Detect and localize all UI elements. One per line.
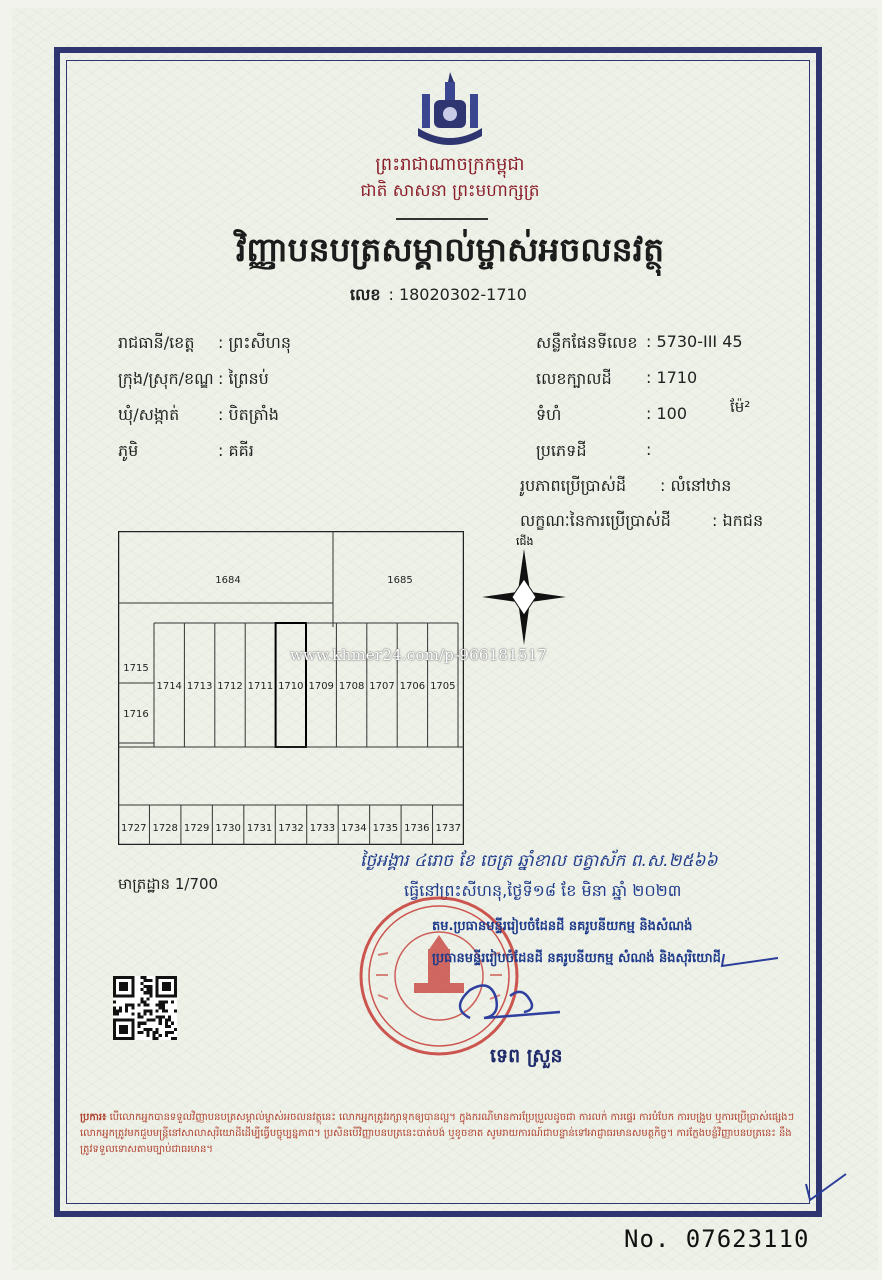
qr-module [147,985,150,988]
qr-module [113,1006,116,1009]
qr-module [162,1000,165,1003]
qr-module [165,1025,168,1028]
qr-module [153,1031,156,1034]
qr-module [147,988,150,991]
kingdom-line: ព្រះរាជាណាចក្រកម្ពុជា [375,154,525,175]
qr-module [147,991,150,994]
qr-module [113,1000,116,1003]
parcel-label-1731: 1731 [246,823,273,834]
parcel-label-1684: 1684 [215,575,241,586]
qr-module [147,997,150,1000]
qr-module [150,1028,153,1031]
qr-module [119,982,128,991]
area-value: : 100 [646,404,688,423]
qr-module [165,1031,168,1034]
qr-module [116,1010,119,1013]
qr-module [150,1019,153,1022]
parcel-number-label: លេខក្បាលដី [536,369,612,388]
qr-module [156,1037,159,1040]
qr-module [131,1013,134,1016]
notice-heading: ប្រការ៖ [80,1112,107,1123]
qr-module [165,1034,168,1037]
qr-module [143,1010,146,1013]
qr-module [147,1028,150,1031]
parcel-label-1713: 1713 [186,681,213,692]
qr-module [140,988,143,991]
qr-module [131,1006,134,1009]
map-sheet-value: : 5730-III 45 [646,332,743,351]
royal-emblem-icon [412,70,488,148]
motto-line: ជាតិ សាសនា ព្រះមហាក្សត្រ [360,181,540,201]
qr-module [171,1022,174,1025]
qr-module [140,1000,143,1003]
signature-icon [440,978,580,1028]
parcel-label-1709: 1709 [308,681,334,692]
issue-date: ធ្វើនៅព្រះសីហនុ,ថ្ងៃទី១៨ ខែ មិនា ឆ្នាំ ២០២៣ [404,881,682,900]
qr-module [143,985,146,988]
qr-module [119,1010,122,1013]
number-label: លេខ [350,285,381,304]
qr-module [125,1006,128,1009]
qr-module [147,1031,150,1034]
district-value: : ព្រៃនប់ [218,369,269,388]
qr-module [140,997,143,1000]
use-character-label: លក្ខណៈនៃការប្រើប្រាស់ដី [520,511,671,530]
use-character-value: : ឯកជន [712,511,764,530]
qr-module [156,1031,159,1034]
map-sheet-label: សន្លឹកផែនទីលេខ [536,333,638,352]
qr-module [147,1010,150,1013]
parcel-label-1715: 1715 [123,663,149,674]
qr-module [174,1037,177,1040]
office-title-line2: ប្រធានមន្ទីររៀបចំដែនដី នគរូបនីយកម្ម សំណង់ និងសុរិយោដី [432,951,721,966]
qr-module [137,1031,140,1034]
parcel-label-1710: 1710 [278,681,304,692]
province-value: : ព្រះសីហនុ [218,333,292,352]
lunar-date: ថ្ងៃអង្គារ ៤រោច ខែ ចេត្រ ឆ្នាំខាល ចត្វាស័ក ព.ស.២៥៦៦ [360,851,718,871]
qr-module [140,1016,143,1019]
parcel-label-1732: 1732 [278,823,304,834]
qr-module [140,982,143,985]
parcel-label-1706: 1706 [399,681,426,692]
qr-module [140,1022,143,1025]
parcel-label-1711: 1711 [247,681,274,692]
qr-module [143,1022,146,1025]
parcel-label-1728: 1728 [152,823,178,834]
parcel-label-1734: 1734 [341,823,367,834]
qr-module [113,1010,116,1013]
parcel-label-1685: 1685 [387,575,413,586]
qr-module [174,1010,177,1013]
land-type-label: ប្រភេទដី [536,441,587,460]
qr-module [125,1003,128,1006]
qr-module [165,1019,168,1022]
qr-module [150,1013,153,1016]
qr-module [165,1022,168,1025]
parcel-label-1736: 1736 [404,823,430,834]
qr-module [171,1031,174,1034]
qr-module [131,1003,134,1006]
qr-module [171,1037,174,1040]
parcel-label-1714: 1714 [156,681,182,692]
qr-module [137,1016,140,1019]
parcel-label-1735: 1735 [372,823,399,834]
qr-module [143,1003,146,1006]
qr-module [113,1013,116,1016]
qr-module [119,1025,128,1034]
land-use-value: : លំនៅឋាន [660,476,732,495]
serial-number: No. 07623110 [624,1225,810,1253]
commune-value: : បិតត្រាំង [218,405,279,424]
qr-module [159,1016,162,1019]
initial-mark-icon [718,950,788,972]
certificate-title: វិញ្ញាបនបត្រសម្គាល់ម្ចាស់អចលនវត្ថុ [235,230,665,269]
land-use-label: រូបភាពប្រើប្រាស់ដី [520,476,627,495]
qr-module [153,1037,156,1040]
qr-module [162,982,171,991]
watermark-text: www.khmer24.com/p-966181517 [290,646,548,664]
qr-module [147,1019,150,1022]
area-label: ទំហំ [536,405,562,424]
qr-module [150,985,153,988]
qr-module [153,1034,156,1037]
area-unit: ម៉ែ² [730,398,751,416]
qr-module [168,1031,171,1034]
parcel-label-1705: 1705 [430,681,456,692]
qr-module [156,1003,159,1006]
qr-module [159,1034,162,1037]
parcel-label-1737: 1737 [435,823,461,834]
divider [396,218,488,220]
qr-module [143,979,146,982]
qr-module [168,1016,171,1019]
qr-module [150,1010,153,1013]
parcel-label-1727: 1727 [121,823,147,834]
qr-module [143,976,146,979]
notice-text: បើលោកអ្នកបានទទួលវិញ្ញាបនបត្រសម្គាល់ម្ចាស់អចលនវត្ថុនេះ លោកអ្នកត្រូវរក្សាទុកឲ្យបានល្អ។ ក្នុងករណីមានការប្រែប្រួលដូចជា ការលក់ ការផ្ទេរ ការបំបែក ការបង្រួប ឬការប្រើប្រាស់ផ្សេងៗ លោកអ្នកត្រូវមកជួបមន្ត្រីនៅសាលាសុរិយោដីដើម្បីធ្វើបច្ចុប្បន្នភាព។ ប្រសិនបើវិញ្ញាបនបត្រនេះបាត់បង់ ឬខូចខាត សូមរាយការណ៍ជាបន្ទាន់ទៅអាជ្ញាធរមានសមត្ថកិច្ច។ ការក្លែងបន្លំវិញ្ញាបនបត្រនេះ នឹងត្រូវទទួលទោសតាមច្បាប់ជាធរមាន។ [80,1112,795,1155]
qr-module [147,1003,150,1006]
province-label: រាជធានី/ខេត្ត [118,333,195,352]
certificate-number [350,284,550,308]
qr-module [143,1000,146,1003]
parcel-label-1729: 1729 [183,823,210,834]
qr-module [128,1003,131,1006]
qr-module [140,976,143,979]
qr-module [156,1010,159,1013]
qr-module [137,1022,140,1025]
qr-module [159,1022,162,1025]
qr-module [159,1000,162,1003]
qr-module [143,991,146,994]
village-label: ភូមិ [118,441,139,460]
qr-code-icon [113,976,177,1040]
qr-module [147,979,150,982]
qr-module [150,991,153,994]
cadastral-map [118,531,464,845]
qr-module [150,994,153,997]
qr-module [159,1019,162,1022]
parcel-label-1712: 1712 [217,681,243,692]
qr-module [159,1003,162,1006]
village-value: : គគីរ [218,441,254,460]
north-label: ជើង [516,535,534,548]
qr-module [143,1013,146,1016]
qr-module [171,1000,174,1003]
qr-module [137,1025,140,1028]
qr-module [150,988,153,991]
number-value: : 18020302-1710 [388,285,527,304]
qr-module [165,1010,168,1013]
qr-module [162,1003,165,1006]
parcel-label-1716: 1716 [123,709,149,720]
qr-module [165,1000,168,1003]
qr-module [156,1028,159,1031]
qr-module [137,1003,140,1006]
qr-module [159,1006,162,1009]
qr-module [156,1016,159,1019]
qr-module [125,1010,128,1013]
qr-module [162,1016,165,1019]
check-mark-icon [800,1170,850,1210]
qr-module [150,979,153,982]
qr-module [147,1034,150,1037]
signatory-name: ទេព ស្រួន [490,1045,563,1067]
parcel-number-value: : 1710 [646,368,698,387]
notice-box [80,1110,802,1158]
district-label: ក្រុង/ស្រុក/ខណ្ឌ [118,369,214,388]
parcel-label-1708: 1708 [338,681,365,692]
qr-module [168,1019,171,1022]
qr-module [162,1010,165,1013]
office-title-line1: តម.ប្រធានមន្ទីររៀបចំដែនដី នគរូបនីយកម្ម និងសំណង់ [432,919,693,934]
map-scale: មាត្រដ្ឋាន 1/700 [118,875,219,893]
land-type-value: : [646,440,652,459]
parcel-label-1730: 1730 [215,823,241,834]
qr-module [174,1028,177,1031]
qr-module [143,1028,146,1031]
qr-module [140,1031,143,1034]
qr-module [137,1013,140,1016]
qr-module [119,1006,122,1009]
qr-module [116,1013,119,1016]
parcel-label-1707: 1707 [369,681,395,692]
parcel-label-1733: 1733 [309,823,336,834]
qr-module [162,1006,165,1009]
compass-icon [482,535,566,647]
qr-module [168,1025,171,1028]
qr-module [153,1019,156,1022]
commune-label: ឃុំ/សង្កាត់ [118,405,180,424]
